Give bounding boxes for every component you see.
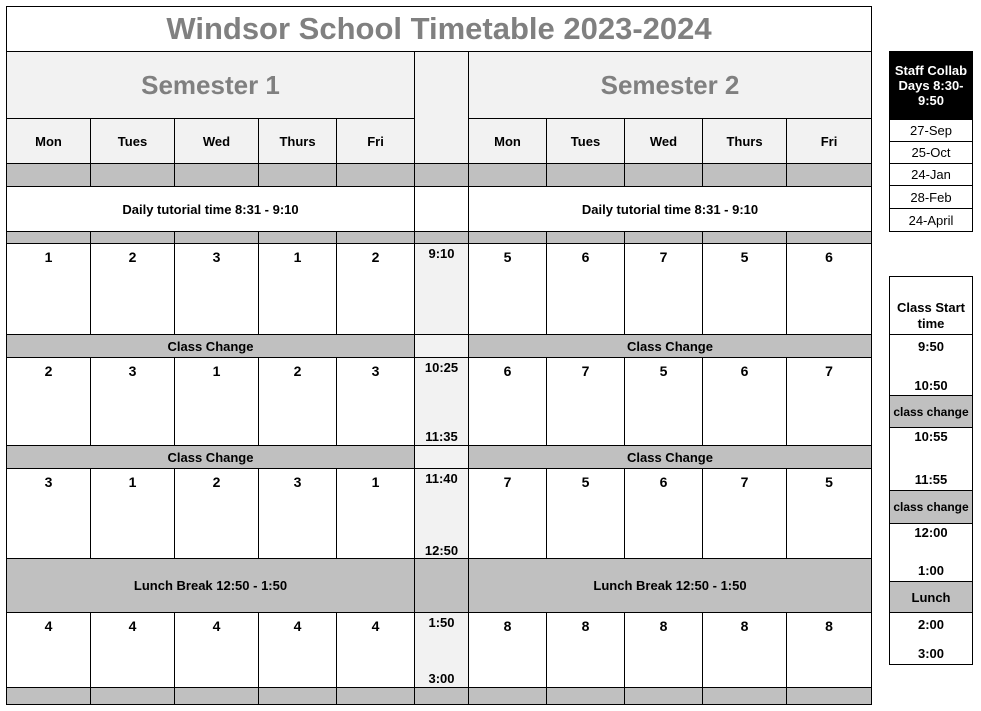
block-1-s2-thurs: 5 bbox=[702, 243, 787, 335]
staff-collab-date: 24-Jan bbox=[889, 163, 973, 186]
s1-class-change-2: Class Change bbox=[6, 445, 415, 469]
spacer-cell bbox=[6, 163, 91, 187]
spacer-cell bbox=[546, 687, 625, 705]
block-3-s2-tues: 5 bbox=[546, 468, 625, 559]
page-title: Windsor School Timetable 2023-2024 bbox=[6, 6, 872, 52]
block-2-time-start: 10:25 bbox=[424, 360, 459, 375]
class-end-time: 11:55 bbox=[914, 472, 948, 487]
block-3-s1-thurs: 3 bbox=[258, 468, 337, 559]
s1-lunch-break: Lunch Break 12:50 - 1:50 bbox=[6, 558, 415, 613]
block-4-s2-wed: 8 bbox=[624, 612, 703, 688]
class-end-time: 3:00 bbox=[917, 646, 945, 661]
spacer-cell bbox=[414, 163, 469, 187]
block-3-s2-fri: 5 bbox=[786, 468, 872, 559]
class-end-time: 10:50 bbox=[914, 378, 948, 393]
block-4-time-cell bbox=[414, 612, 469, 688]
s2-lunch-break: Lunch Break 12:50 - 1:50 bbox=[468, 558, 872, 613]
block-1-s2-fri: 6 bbox=[786, 243, 872, 335]
s1-class-change-1: Class Change bbox=[6, 334, 415, 358]
spacer-cell bbox=[624, 687, 703, 705]
block-4-s1-thurs: 4 bbox=[258, 612, 337, 688]
time-cell-blank bbox=[414, 334, 469, 358]
s1-day-mon: Mon bbox=[6, 118, 91, 164]
class-start-time: 2:00 bbox=[917, 617, 945, 632]
block-2-s2-fri: 7 bbox=[786, 357, 872, 446]
staff-collab-date: 25-Oct bbox=[889, 141, 973, 164]
block-3-time-end: 12:50 bbox=[424, 543, 459, 558]
block-2-s2-wed: 5 bbox=[624, 357, 703, 446]
block-3-s1-mon: 3 bbox=[6, 468, 91, 559]
s2-day-thurs: Thurs bbox=[702, 118, 787, 164]
spacer-cell bbox=[786, 687, 872, 705]
semester-2-header: Semester 2 bbox=[468, 51, 872, 119]
class-start-period-3 bbox=[889, 523, 973, 582]
s1-tutorial-band: Daily tutorial time 8:31 - 9:10 bbox=[6, 186, 415, 232]
spacer-cell bbox=[786, 163, 872, 187]
time-cell-blank bbox=[414, 445, 469, 469]
block-2-s2-tues: 7 bbox=[546, 357, 625, 446]
class-start-change: class change bbox=[889, 395, 973, 428]
spacer-cell bbox=[468, 163, 547, 187]
s1-day-wed: Wed bbox=[174, 118, 259, 164]
class-start-period-2 bbox=[889, 427, 973, 491]
block-1-s1-tues: 2 bbox=[90, 243, 175, 335]
staff-collab-date: 27-Sep bbox=[889, 119, 973, 142]
s2-day-wed: Wed bbox=[624, 118, 703, 164]
block-1-s2-wed: 7 bbox=[624, 243, 703, 335]
spacer-cell bbox=[6, 687, 91, 705]
block-1-s1-wed: 3 bbox=[174, 243, 259, 335]
block-2-s1-wed: 1 bbox=[174, 357, 259, 446]
block-4-s1-tues: 4 bbox=[90, 612, 175, 688]
class-start-heading: Class Start time bbox=[889, 276, 973, 335]
spacer-cell bbox=[546, 163, 625, 187]
block-3-s1-tues: 1 bbox=[90, 468, 175, 559]
time-cell-blank bbox=[414, 186, 469, 232]
s2-tutorial-band: Daily tutorial time 8:31 - 9:10 bbox=[468, 186, 872, 232]
block-3-time-cell bbox=[414, 468, 469, 559]
block-3-s2-thurs: 7 bbox=[702, 468, 787, 559]
s2-class-change-2: Class Change bbox=[468, 445, 872, 469]
block-4-s2-thurs: 8 bbox=[702, 612, 787, 688]
spacer-cell bbox=[414, 687, 469, 705]
block-3-s2-wed: 6 bbox=[624, 468, 703, 559]
block-1-time-cell bbox=[414, 243, 469, 335]
staff-collab-date: 24-April bbox=[889, 208, 973, 232]
class-start-period-4 bbox=[889, 612, 973, 665]
block-3-s1-wed: 2 bbox=[174, 468, 259, 559]
spacer-cell bbox=[702, 163, 787, 187]
spacer-cell bbox=[258, 163, 337, 187]
spacer-cell bbox=[90, 687, 175, 705]
block-1-s2-mon: 5 bbox=[468, 243, 547, 335]
spacer-cell bbox=[702, 687, 787, 705]
semester-1-header: Semester 1 bbox=[6, 51, 415, 119]
block-2-s2-mon: 6 bbox=[468, 357, 547, 446]
class-start-period-1 bbox=[889, 334, 973, 396]
block-2-s2-thurs: 6 bbox=[702, 357, 787, 446]
s2-class-change-1: Class Change bbox=[468, 334, 872, 358]
spacer-cell bbox=[468, 687, 547, 705]
time-cell-blank bbox=[414, 558, 469, 613]
s2-day-tues: Tues bbox=[546, 118, 625, 164]
block-4-s1-wed: 4 bbox=[174, 612, 259, 688]
block-2-time-end: 11:35 bbox=[425, 429, 458, 444]
block-3-s2-mon: 7 bbox=[468, 468, 547, 559]
block-1-s1-mon: 1 bbox=[6, 243, 91, 335]
block-2-s1-fri: 3 bbox=[336, 357, 415, 446]
block-4-s1-mon: 4 bbox=[6, 612, 91, 688]
spacer-cell bbox=[174, 163, 259, 187]
block-1-s2-tues: 6 bbox=[546, 243, 625, 335]
block-2-s1-mon: 2 bbox=[6, 357, 91, 446]
block-3-s1-fri: 1 bbox=[336, 468, 415, 559]
class-start-time: 12:00 bbox=[914, 525, 948, 540]
spacer-cell bbox=[258, 687, 337, 705]
block-4-s2-mon: 8 bbox=[468, 612, 547, 688]
staff-collab-heading: Staff Collab Days 8:30-9:50 bbox=[889, 51, 973, 120]
class-start-lunch: Lunch bbox=[889, 581, 973, 613]
class-start-time: 9:50 bbox=[917, 339, 945, 354]
block-2-s1-tues: 3 bbox=[90, 357, 175, 446]
class-start-time: 10:55 bbox=[914, 429, 948, 444]
block-2-time-cell bbox=[414, 357, 469, 446]
staff-collab-date: 28-Feb bbox=[889, 185, 973, 209]
class-start-change: class change bbox=[889, 490, 973, 524]
block-4-s1-fri: 4 bbox=[336, 612, 415, 688]
block-3-time-start: 11:40 bbox=[425, 471, 458, 486]
spacer-cell bbox=[90, 163, 175, 187]
block-1-s1-fri: 2 bbox=[336, 243, 415, 335]
s2-day-mon: Mon bbox=[468, 118, 547, 164]
s1-day-tues: Tues bbox=[90, 118, 175, 164]
s2-day-fri: Fri bbox=[786, 118, 872, 164]
block-4-s2-tues: 8 bbox=[546, 612, 625, 688]
block-2-s1-thurs: 2 bbox=[258, 357, 337, 446]
spacer-cell bbox=[336, 163, 415, 187]
block-4-time-start: 1:50 bbox=[428, 615, 455, 630]
block-1-time-start: 9:10 bbox=[428, 246, 455, 261]
spacer-cell bbox=[336, 687, 415, 705]
block-4-s2-fri: 8 bbox=[786, 612, 872, 688]
class-end-time: 1:00 bbox=[917, 563, 945, 578]
s1-day-thurs: Thurs bbox=[258, 118, 337, 164]
time-column-header bbox=[414, 51, 469, 164]
spacer-cell bbox=[174, 687, 259, 705]
spacer-cell bbox=[624, 163, 703, 187]
block-1-s1-thurs: 1 bbox=[258, 243, 337, 335]
block-4-time-end: 3:00 bbox=[428, 671, 455, 686]
s1-day-fri: Fri bbox=[336, 118, 415, 164]
